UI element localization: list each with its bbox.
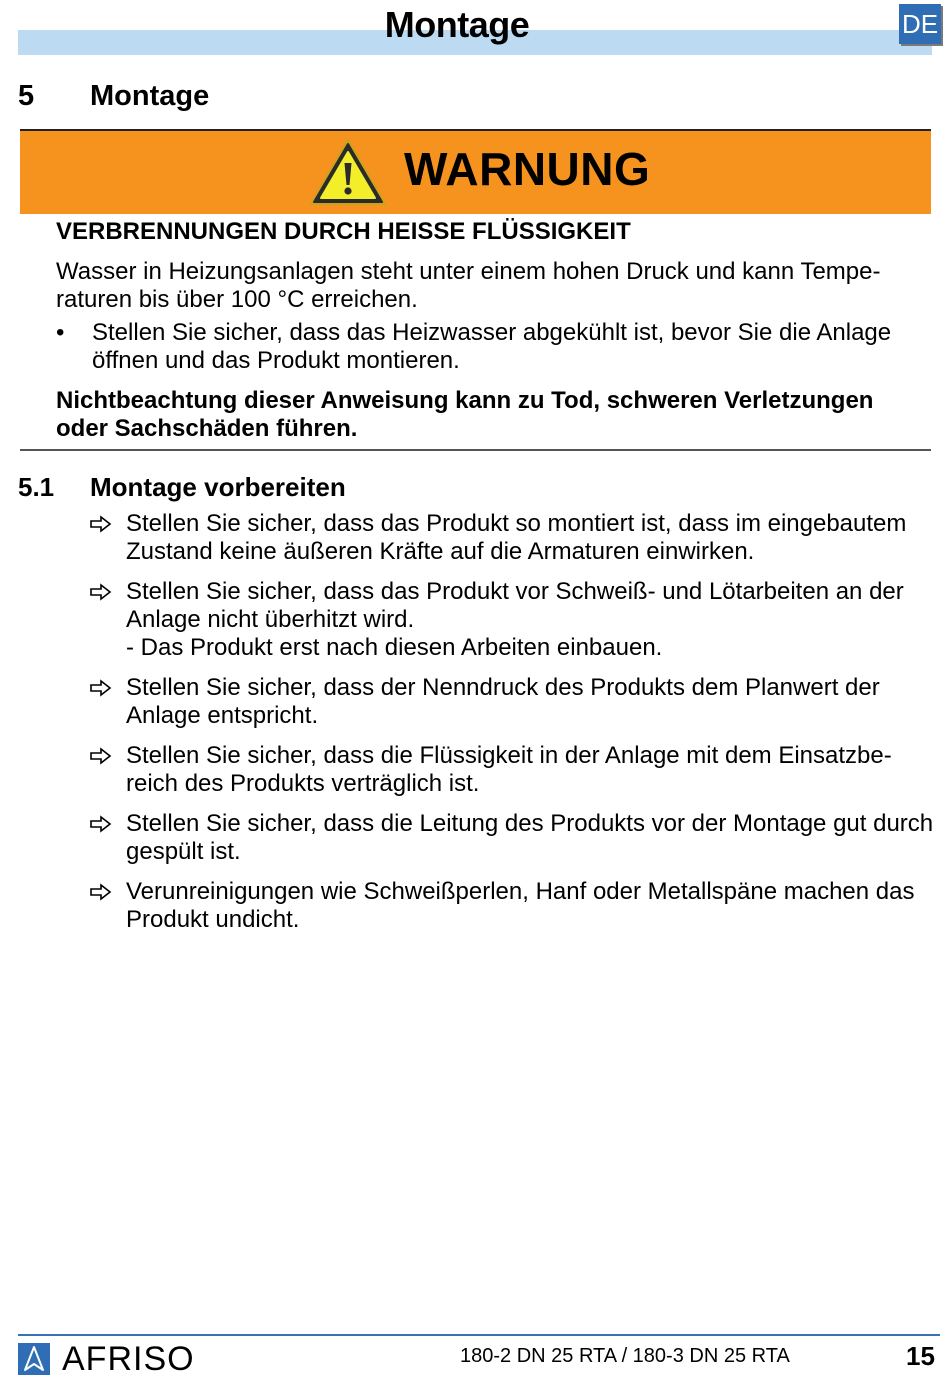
footer-model: 180-2 DN 25 RTA / 180-3 DN 25 RTA [460,1345,790,1367]
bullet-dot-icon: • [56,319,65,346]
warning-subtitle: VERBRENNUNGEN DURCH HEISSE FLÜSSIGKEIT [56,218,631,245]
arrow-right-icon [90,515,112,533]
page-header-title: Montage [384,4,530,45]
warning-title: WARNUNG [404,143,651,195]
arrow-right-icon [90,583,112,601]
afriso-logo-icon [18,1343,50,1375]
arrow-right-icon [90,815,112,833]
warning-bottom-divider [20,449,931,451]
warning-body-line: raturen bis über 100 °C erreichen. [56,286,418,313]
warning-bullet-text: Stellen Sie sicher, dass das Heizwasser abgekühlt ist, bevor Sie die Anlage öffnen und das Produkt montieren. [92,319,892,374]
subsection-title: Montage vorbereiten [90,472,346,502]
arrow-right-icon [90,883,112,901]
step-main-text: Stellen Sie sicher, dass das Produkt vor Schweiß- und Lötarbeiten an der Anlage nicht überhitzt wird. [126,578,904,633]
arrow-right-icon [90,747,112,765]
step-text: Stellen Sie sicher, dass das Produkt so montiert ist, dass im eingebautem Zustand keine äußeren Kräfte auf die Armaturen einwirken. [126,510,907,565]
arrow-right-icon [90,679,112,697]
warning-body [56,258,926,314]
warning-triangle-icon [308,137,388,207]
footer-divider [18,1334,940,1336]
step-text: Stellen Sie sicher, dass die Leitung des Produkts vor der Montage gut durch gespült ist. [126,810,934,865]
step-text: Verunreinigungen wie Schweißperlen, Hanf oder Metallspäne machen das Produkt undicht. [126,878,915,933]
section-title: Montage [90,80,210,112]
page-number: 15 [906,1341,935,1371]
step-text: Stellen Sie sicher, dass der Nenndruck des Produkts dem Planwert der Anlage entspricht. [126,674,880,729]
section-number: 5 [18,80,35,112]
language-badge: DE [899,4,941,44]
step-text [126,578,936,662]
warning-consequence: Nichtbeachtung dieser Anweisung kann zu Tod, schweren Verletzungen oder Sachschäden führen. [56,387,874,442]
subsection-number: 5.1 [18,472,55,502]
warning-body-line: Wasser in Heizungsanlagen steht unter einem hohen Druck und kann Tempe- [56,258,881,285]
step-sub-note: - Das Produkt erst nach diesen Arbeiten einbauen. [126,634,663,661]
step-text: Stellen Sie sicher, dass die Flüssigkeit in der Anlage mit dem Einsatzbe-reich des Produkts verträglich ist. [126,742,892,797]
brand-name: AFRISO [62,1340,195,1378]
